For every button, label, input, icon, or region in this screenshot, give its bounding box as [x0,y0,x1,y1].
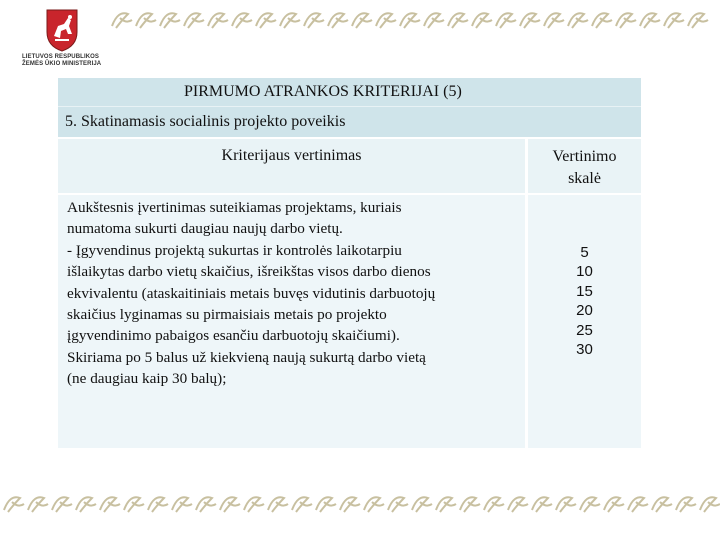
score-value: 20 [576,302,593,320]
table-title: PIRMUMO ATRANKOS KRITERIJAI (5) [184,83,462,100]
description-line: Skiriama po 5 balus už kiekvieną naują sukurtą darbo vietą [67,348,426,366]
header-scale-line2: skalė [568,170,601,187]
table-title-row [58,78,641,107]
criteria-table [58,78,641,448]
description-line: išlaikytas darbo vietų skaičius, išreikštas visos darbo dienos [67,263,431,281]
table-body-row [58,195,641,448]
ministry-logo [22,8,102,72]
score-value: 5 [580,244,589,261]
score-value: 30 [576,341,593,359]
ministry-name-line2: ŽEMĖS ŪKIO MINISTERIJA [22,61,102,67]
table-header-row [58,139,641,193]
header-scale [528,139,641,193]
criterion-description [58,195,525,448]
description-line: - Įgyvendinus projektą sukurtas ir kontrolės laikotarpiu [67,241,402,259]
ministry-name [22,54,102,68]
score-value: 15 [576,282,593,300]
description-line: ekvivalentu (ataskaitiniais metais buvęs vidutinis darbuotojų [67,284,436,302]
description-line: (ne daugiau kaip 30 balų); [67,370,227,388]
description-line: skaičius lyginamas su pirmaisiais metais po projekto [67,306,387,324]
score-scale [528,195,641,448]
coat-of-arms-icon [44,8,80,52]
header-criterion: Kriterijaus vertinimas [58,139,525,193]
score-value: 25 [576,321,593,339]
table-subtitle-row [58,107,641,139]
table-subtitle: 5. Skatinamasis socialinis projekto poveikis [65,113,346,130]
header-scale-line1: Vertinimo [552,148,617,165]
leaf-garland-bottom [0,490,720,516]
leaf-garland-top [108,6,714,32]
description-line: numatoma sukurti daugiau naujų darbo vietų. [67,220,343,238]
score-value: 10 [576,263,593,281]
description-line: Aukštesnis įvertinimas suteikiamas projektams, kuriais [67,199,402,216]
description-line: įgyvendinimo pabaigos esančiu darbuotojų skaičiumi). [67,327,400,345]
ministry-name-line1: LIETUVOS RESPUBLIKOS [22,54,100,60]
